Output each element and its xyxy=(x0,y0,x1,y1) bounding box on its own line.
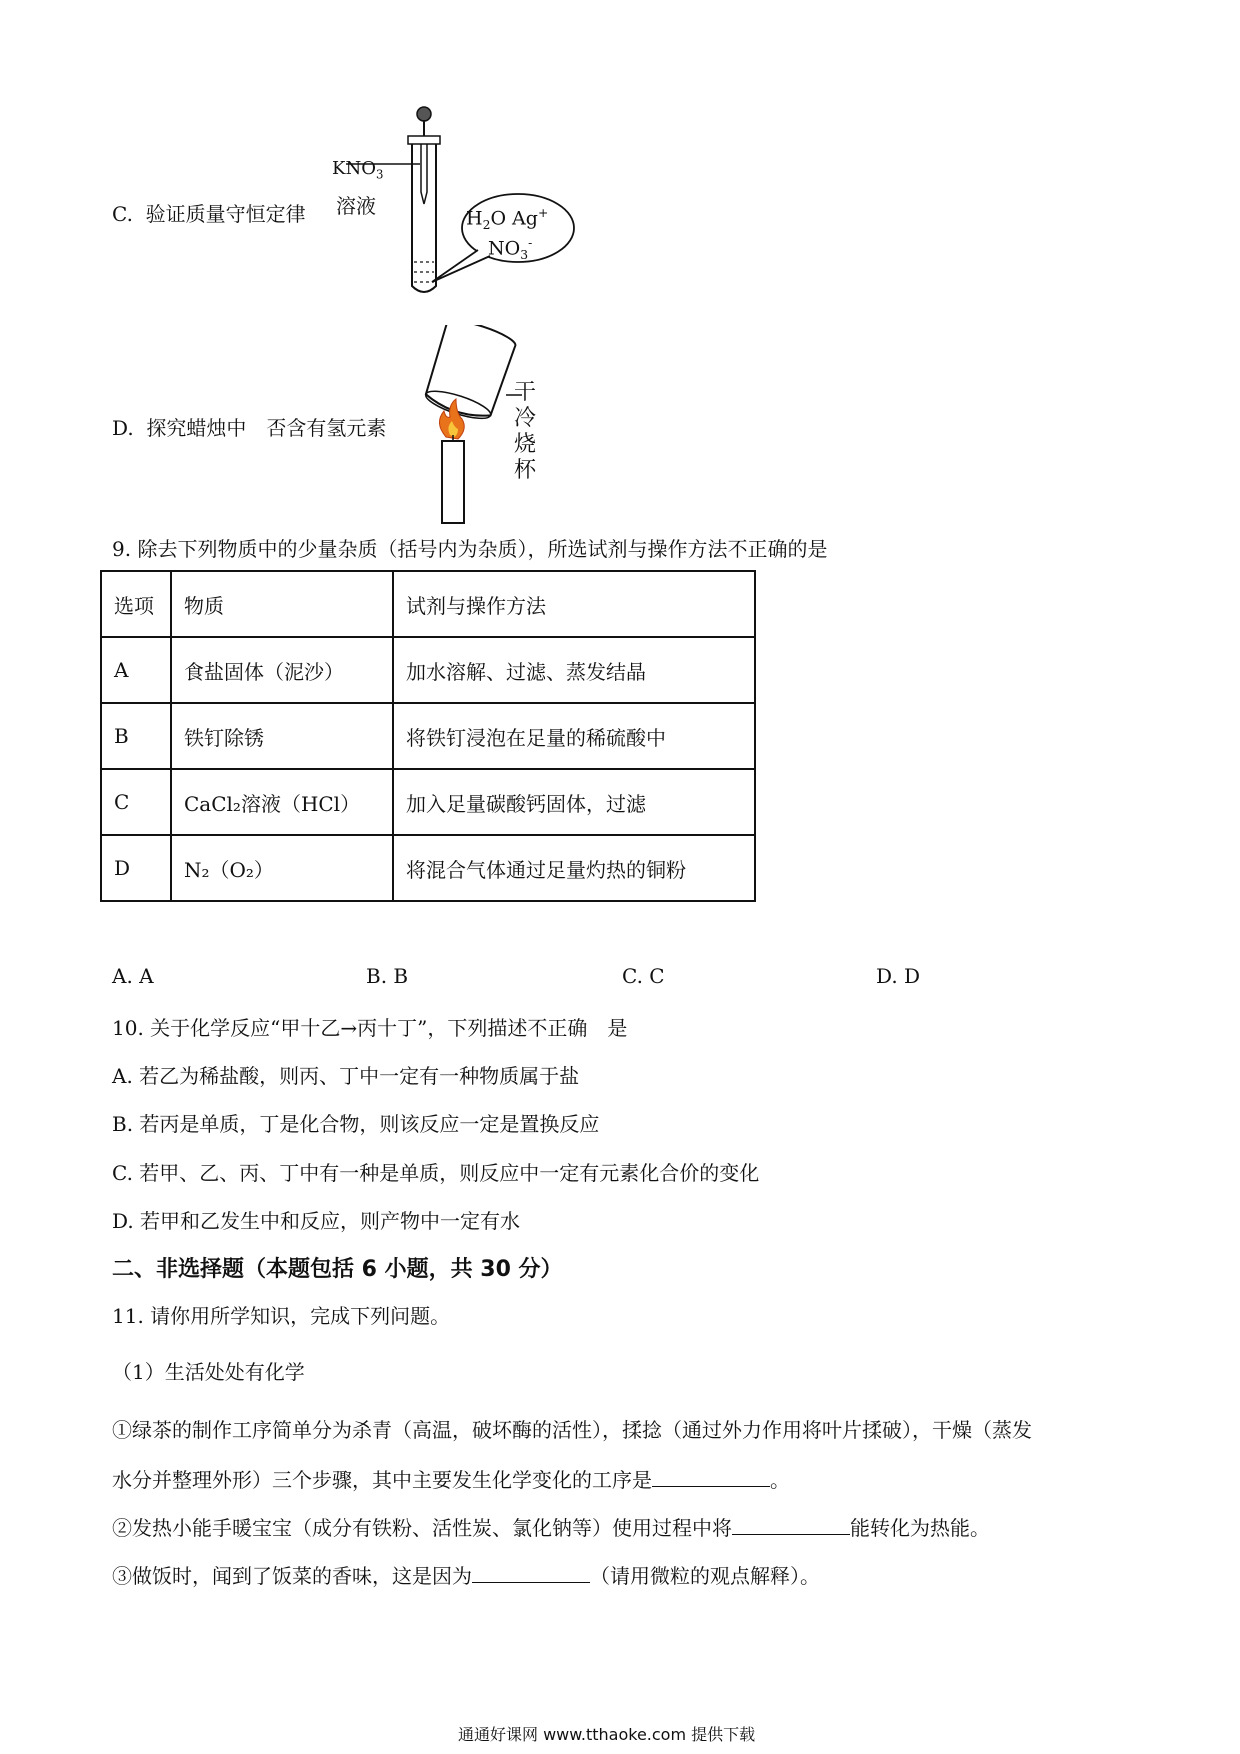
figure-c-solution-label: 溶液 xyxy=(336,194,376,218)
q10-stem: 10. 关于化学反应“甲十乙→丙十丁”，下列描述不正确 是 xyxy=(112,1016,628,1040)
q11-item-3: ③做饭时，闻到了饭菜的香味，这是因为 （请用微粒的观点解释）。 xyxy=(112,1564,820,1588)
page-footer: 通通好课网 www.tthaoke.com 提供下载 xyxy=(458,1725,756,1744)
section-2-heading: 二、非选择题（本题包括 6 小题，共 30 分） xyxy=(112,1257,563,1282)
row-option: A xyxy=(101,637,171,703)
q11-sub-1: （1）生活处处有化学 xyxy=(112,1360,305,1384)
answer-blank[interactable] xyxy=(652,1466,770,1487)
option-c-text: 验证质量守恒定律 xyxy=(145,202,306,226)
q9-choice-a: A. A xyxy=(112,964,154,988)
option-d-text: 探究蜡烛中 否含有氢元素 xyxy=(146,416,387,440)
answer-blank[interactable] xyxy=(732,1514,850,1535)
q10-option-b: B. 若丙是单质，丁是化合物，则该反应一定是置换反应 xyxy=(112,1112,600,1136)
q9-stem: 9. 除去下列物质中的少量杂质（括号内为杂质），所选试剂与操作方法不正确的是 xyxy=(112,537,828,561)
row-option: C xyxy=(101,769,171,835)
bubble-line-1: $H_2O$ Ag+ xyxy=(466,206,549,233)
q9-choice-d: D. D xyxy=(876,964,921,988)
q10-option-c: C. 若甲、乙、丙、丁中有一种是单质，则反应中一定有元素化合价的变化 xyxy=(112,1161,760,1185)
row-method: 加水溶解、过滤、蒸发结晶 xyxy=(393,637,755,703)
q10-option-a: A. 若乙为稀盐酸，则丙、丁中一定有一种物质属于盐 xyxy=(112,1064,580,1088)
option-c xyxy=(112,198,306,227)
row-option: B xyxy=(101,703,171,769)
row-substance: CaCl₂溶液（HCl） xyxy=(171,769,393,835)
row-method: 将混合气体通过足量灼热的铜粉 xyxy=(393,835,755,901)
row-substance: 食盐固体（泥沙） xyxy=(171,637,393,703)
header-substance: 物质 xyxy=(171,571,393,637)
q10-option-d: D. 若甲和乙发生中和反应，则产物中一定有水 xyxy=(112,1209,521,1233)
q11-item-1-line-2: 水分并整理外形）三个步骤，其中主要发生化学变化的工序是 。 xyxy=(112,1468,790,1492)
figure-d-beaker-label: 干 冷 烧 杯 xyxy=(514,380,537,483)
table-row xyxy=(101,637,755,703)
table-header-row xyxy=(101,571,755,637)
q11-item-2: ②发热小能手暖宝宝（成分有铁粉、活性炭、氯化钠等）使用过程中将 能转化为热能。 xyxy=(112,1516,990,1540)
row-substance: 铁钉除锈 xyxy=(171,703,393,769)
table-row xyxy=(101,835,755,901)
bubble-line-2: $NO_3^-$ xyxy=(488,236,533,263)
q11-item-1-line-1: ①绿茶的制作工序简单分为杀青（高温，破坏酶的活性），揉捻（通过外力作用将叶片揉破），干燥（蒸发 xyxy=(112,1418,1032,1442)
figure-c-reagent-label: $KNO_3$ xyxy=(332,158,384,182)
q9-choice-b: B. B xyxy=(366,964,409,988)
q11-stem: 11. 请你用所学知识，完成下列问题。 xyxy=(112,1304,451,1328)
q9-table xyxy=(100,570,756,902)
header-method: 试剂与操作方法 xyxy=(393,571,755,637)
option-c-label: C. xyxy=(112,202,133,226)
row-method: 将铁钉浸泡在足量的稀硫酸中 xyxy=(393,703,755,769)
header-option: 选项 xyxy=(101,571,171,637)
row-substance: N₂（O₂） xyxy=(171,835,393,901)
q9-choice-c: C. C xyxy=(622,964,665,988)
table-row xyxy=(101,769,755,835)
option-d xyxy=(112,412,386,441)
answer-blank[interactable] xyxy=(472,1562,590,1583)
option-d-label: D. xyxy=(112,416,134,440)
row-option: D xyxy=(101,835,171,901)
table-row xyxy=(101,703,755,769)
row-method: 加入足量碳酸钙固体，过滤 xyxy=(393,769,755,835)
